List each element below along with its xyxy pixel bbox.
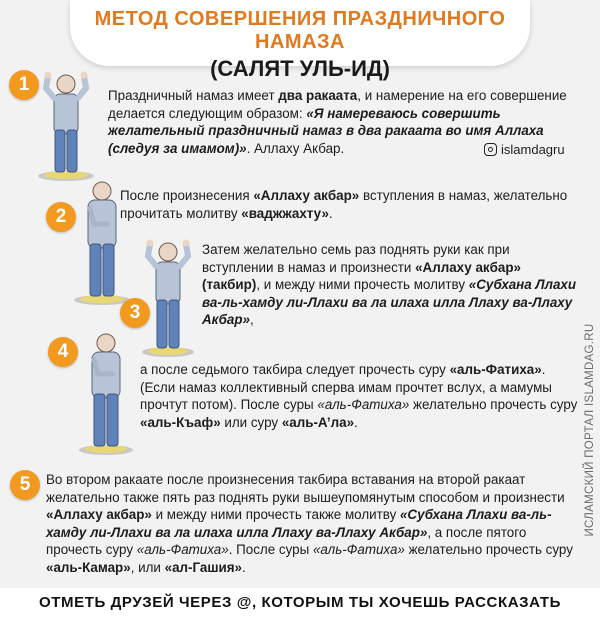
- step-badge-1: 1: [9, 70, 39, 100]
- step-5-fragment: «аль-Фатиха»: [312, 542, 405, 557]
- step-1-fragment: «Я намереваюсь совершить желательный праздничный намаз в два ракаата во имя Аллаха (следуя за имамом)»: [108, 105, 544, 156]
- step-5-fragment: желательно прочесть суру: [404, 542, 573, 557]
- header-banner: [70, 0, 530, 81]
- step-5-fragment: «Аллаху акбар»: [46, 507, 152, 522]
- step-3-fragment: «Субхана Ллахи ва-ль-хамду ли-Ллахи ва ла илаха илла Ллаху ва-Ллаху Акбар»: [202, 277, 577, 327]
- step-4-fragment: «аль-Къаф»: [140, 414, 221, 430]
- step-2-fragment: .: [328, 205, 333, 221]
- step-4-fragment: .: [354, 414, 358, 430]
- step-5-fragment: .: [242, 559, 246, 575]
- step-2-fragment: После произнесения: [120, 188, 254, 203]
- page-subtitle: (САЛЯТ УЛЬ-ИД): [210, 56, 390, 81]
- step-4-text: [140, 361, 580, 431]
- step-5-fragment: , или: [130, 559, 165, 575]
- step-5-fragment: . После суры: [228, 542, 313, 557]
- side-watermark: [580, 300, 600, 560]
- step-5-fragment: Во втором ракаате после произнесения такбира вставания на второй ракаат желательно также пять раз поднять руки вышеупомянутым способом и произнести: [46, 472, 565, 505]
- step-badge-5: 5: [10, 470, 40, 500]
- step-1-fragment: , и намерение на его совершение делается следующим образом:: [108, 88, 567, 121]
- figure-step-3: [138, 232, 198, 360]
- step-4-fragment: «аль-А’ла»: [281, 414, 355, 430]
- step-2-fragment: «ваджжахту»: [241, 205, 329, 221]
- step-4-fragment: «аль-Фатиха»: [317, 397, 410, 412]
- step-5-text: [46, 471, 576, 576]
- side-watermark-text: ИСЛАМСКИЙ ПОРТАЛ ISLAMDAG.RU: [584, 323, 596, 537]
- step-badge-3: 3: [120, 298, 150, 328]
- figure-step-1: [30, 64, 100, 184]
- step-2-fragment: вступления в намаз, желательно прочитать молитву: [120, 188, 568, 221]
- step-4-fragment: или суру: [220, 414, 282, 430]
- step-3-fragment: , и между ними прочесть молитву: [256, 277, 469, 292]
- step-5-fragment: «аль-Камар»: [46, 559, 131, 575]
- step-5-fragment: «ал-Гашия»: [164, 559, 243, 575]
- step-5-fragment: , а после пятого прочесть суру: [46, 524, 527, 557]
- step-2-fragment: «Аллаху акбар»: [253, 188, 360, 203]
- step-3-fragment: «Аллаху акбар» (такбир): [202, 259, 521, 292]
- instagram-icon: [484, 143, 497, 156]
- step-5-fragment: «аль-Фатиха»: [136, 542, 229, 557]
- step-5-fragment: «Субхана Ллахи ва-ль-хамду ли-Ллахи ва ла илаха илла Ллаху ва-Ллаху Акбар»: [46, 507, 552, 540]
- step-3-text: [202, 241, 580, 329]
- instagram-credit: [484, 142, 565, 157]
- step-badge-2: 2: [46, 202, 76, 232]
- step-4-fragment: желательно прочесть суру: [409, 397, 578, 412]
- step-3-fragment: ,: [250, 312, 254, 327]
- step-2-text: [120, 187, 580, 222]
- instagram-handle: islamdagru: [501, 142, 565, 157]
- step-4-fragment: «аль-Фатиха»: [449, 362, 542, 377]
- step-1-fragment: . Аллаху Акбар.: [246, 140, 345, 156]
- step-4-fragment: а после седьмого такбира следует прочесть суру: [140, 362, 450, 377]
- step-5-fragment: и между ними прочесть также молитву: [151, 507, 400, 522]
- step-badge-4: 4: [48, 337, 78, 367]
- page-title: МЕТОД СОВЕРШЕНИЯ ПРАЗДНИЧНОГО НАМАЗА: [94, 8, 506, 53]
- step-4-fragment: . (Если намаз коллективный сперва имам прочтет вслух, а мамумы прочтут потом). После суры: [140, 362, 552, 412]
- figure-step-4: [72, 330, 138, 458]
- step-3-fragment: Затем желательно семь раз поднять руки как при вступлении в намаз и произнести: [202, 242, 510, 275]
- step-1-fragment: Праздничный намаз имеет: [108, 88, 279, 103]
- footer-banner: ОТМЕТЬ ДРУЗЕЙ ЧЕРЕЗ @, КОТОРЫМ ТЫ ХОЧЕШЬ РАССКАЗАТЬ: [0, 588, 600, 617]
- step-1-fragment: два ракаата: [278, 88, 358, 103]
